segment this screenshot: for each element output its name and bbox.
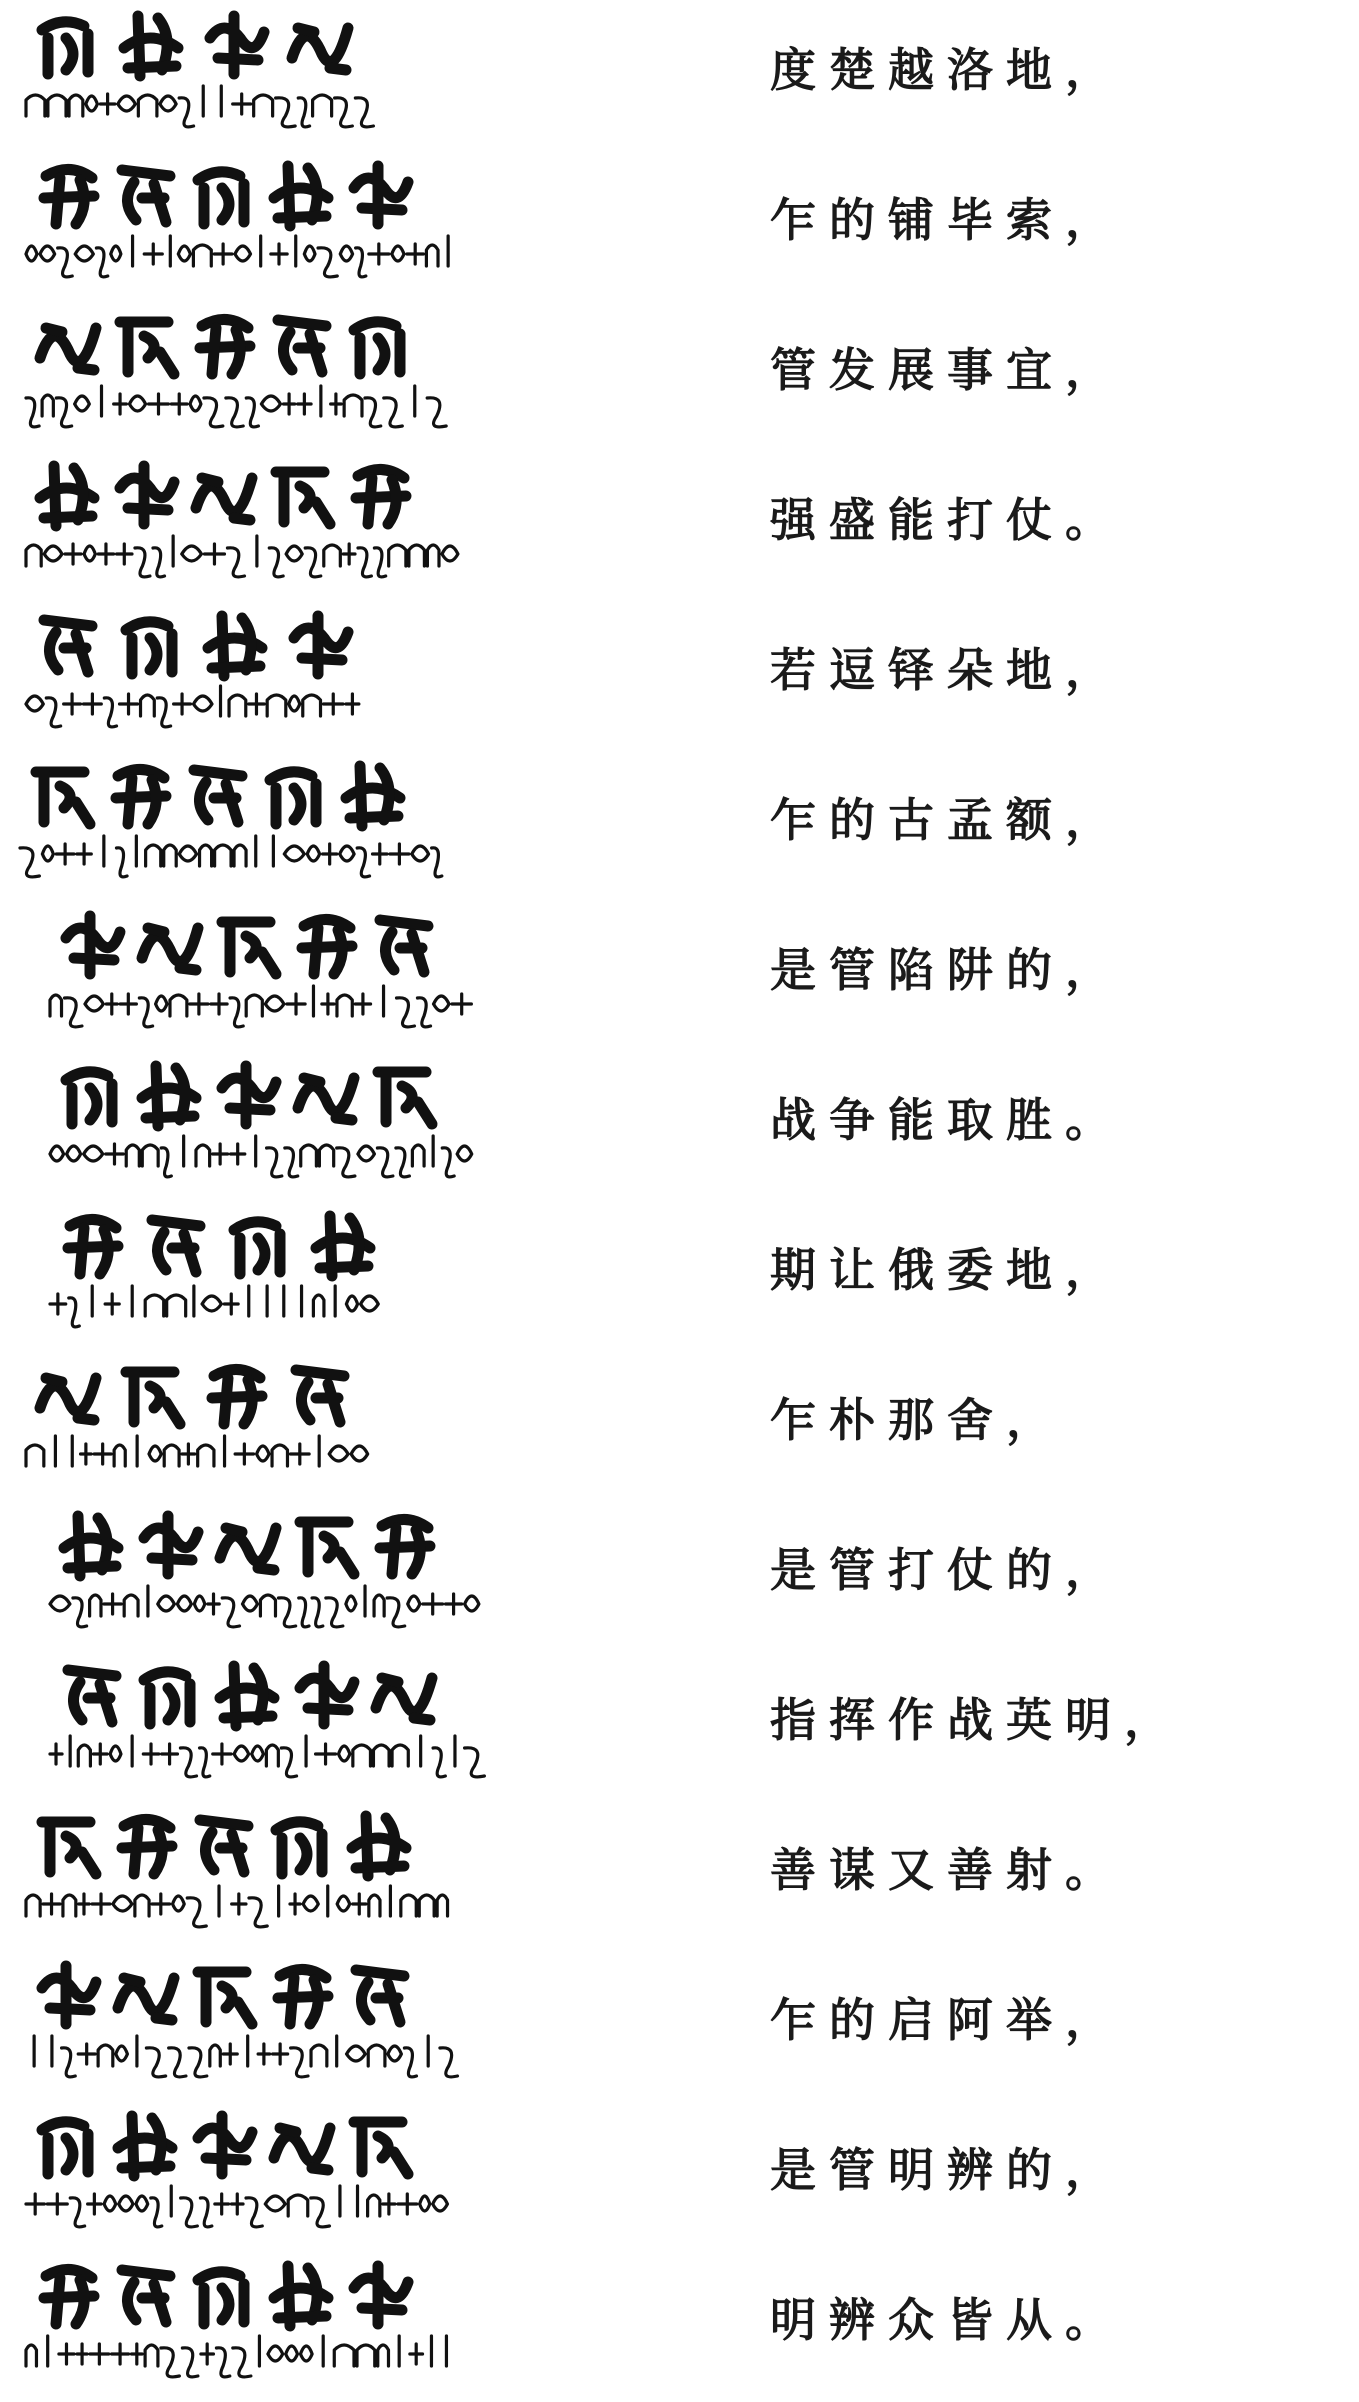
chinese-translation: 期让俄委地， (770, 1243, 1124, 1297)
chinese-translation: 指挥作战英明， (770, 1693, 1183, 1747)
verse-row (0, 1502, 1359, 1652)
script-glyphs-svg (20, 1052, 480, 1202)
verse-row (0, 452, 1359, 602)
script-glyph (44, 2269, 94, 2324)
script-glyph (276, 1822, 322, 1874)
script-glyph (66, 916, 120, 974)
script-glyph (198, 2116, 252, 2174)
script-glyph (120, 466, 174, 524)
phonetic-transcription-line (34, 2036, 457, 2077)
chinese-translation: 管发展事宜， (770, 343, 1124, 397)
handwritten-script-image (20, 1652, 480, 1802)
phonetic-transcription-line (20, 836, 442, 877)
script-glyph (300, 1522, 354, 1574)
script-glyph (274, 166, 328, 226)
script-glyph (142, 928, 198, 970)
script-glyph (118, 1978, 174, 2020)
script-glyph (234, 1222, 280, 1274)
script-glyph (42, 1966, 96, 2024)
script-glyph (354, 322, 400, 374)
chinese-translation: 强盛能打仗。 (770, 493, 1124, 547)
script-glyph (354, 166, 408, 224)
script-glyph (298, 1078, 354, 1120)
script-glyph (294, 616, 348, 674)
handwritten-script-image (20, 452, 480, 602)
script-glyphs-svg (20, 1952, 480, 2102)
script-glyph (270, 772, 316, 824)
script-glyph (220, 1666, 274, 1726)
script-glyph (296, 1370, 344, 1422)
verse-row (0, 1652, 1359, 1802)
script-glyph (302, 919, 352, 974)
script-glyph (222, 922, 276, 974)
script-glyph (40, 466, 94, 526)
script-glyphs-svg (20, 1352, 480, 1502)
script-glyph (198, 172, 244, 224)
script-glyph (278, 1969, 328, 2024)
verse-row (0, 1052, 1359, 1202)
verse-row (0, 752, 1359, 902)
script-glyph (122, 2270, 170, 2322)
chinese-translation: 乍朴那舍， (770, 1393, 1065, 1447)
script-glyphs-svg (20, 2102, 480, 2252)
phonetic-transcription-line (50, 1136, 472, 1177)
script-glyph (356, 469, 406, 524)
verse-row (0, 2252, 1359, 2402)
script-glyph (220, 1528, 276, 1570)
script-glyph (200, 1820, 248, 1872)
script-glyph (380, 920, 428, 972)
script-glyph (316, 1216, 370, 1276)
phonetic-transcription-line (26, 2186, 447, 2227)
script-glyph (352, 1816, 406, 1876)
script-glyphs-svg (20, 902, 480, 1052)
script-glyphs-svg (20, 2252, 480, 2402)
script-glyph (68, 1670, 116, 1722)
script-glyph (68, 1219, 118, 1274)
chinese-translation: 善谋又善射。 (770, 1843, 1124, 1897)
script-glyph (42, 22, 88, 74)
script-glyph (144, 1672, 190, 1724)
script-glyph (142, 1066, 196, 1126)
phonetic-transcription-line (26, 536, 458, 577)
script-glyph (44, 169, 94, 224)
script-glyph (42, 1822, 96, 1874)
script-glyphs-svg (20, 302, 480, 452)
handwritten-script-image (20, 2, 480, 152)
phonetic-transcription-line (50, 1586, 479, 1627)
phonetic-transcription-line (26, 686, 359, 727)
script-glyph (194, 770, 242, 822)
verse-row (0, 2102, 1359, 2252)
chinese-translation: 战争能取胜。 (770, 1093, 1124, 1147)
script-glyphs-svg (20, 2, 480, 152)
handwritten-script-image (20, 302, 480, 452)
phonetic-transcription-line (50, 1736, 484, 1777)
script-glyphs-svg (20, 1652, 480, 1802)
verse-row (0, 1202, 1359, 1352)
script-glyph (354, 2122, 408, 2174)
script-glyph (42, 2122, 88, 2174)
script-glyph (222, 1066, 276, 1124)
script-glyph (152, 1220, 200, 1272)
script-glyph (208, 616, 262, 676)
chinese-translation: 明辨众皆从。 (770, 2293, 1124, 2347)
script-glyphs-svg (20, 452, 480, 602)
script-glyph (300, 1666, 354, 1724)
script-glyph (36, 772, 90, 824)
script-glyph (278, 320, 326, 372)
script-glyph (378, 1072, 432, 1124)
script-glyph (212, 1369, 262, 1424)
script-glyph (356, 1970, 404, 2022)
phonetic-transcription-line (50, 986, 471, 1027)
script-glyphs-svg (20, 1802, 480, 1952)
verse-row (0, 1802, 1359, 1952)
verse-row (0, 302, 1359, 452)
script-glyphs-svg (20, 602, 480, 752)
handwritten-script-image (20, 1502, 480, 1652)
script-glyph (120, 322, 174, 374)
script-glyph (122, 170, 170, 222)
script-glyph (66, 1072, 112, 1124)
script-glyph (276, 472, 330, 524)
handwritten-script-image (20, 1052, 480, 1202)
handwritten-script-image (20, 2102, 480, 2252)
script-glyph (124, 16, 178, 76)
chinese-translation: 乍的启阿举， (770, 1993, 1124, 2047)
handwritten-script-image (20, 1352, 480, 1502)
script-glyph (196, 478, 252, 520)
script-glyphs-svg (20, 1502, 480, 1652)
chinese-translation: 若逗铎朵地， (770, 643, 1124, 697)
verse-row (0, 152, 1359, 302)
script-glyph (126, 1372, 180, 1424)
handwritten-script-image (20, 1952, 480, 2102)
handwritten-script-image (20, 152, 480, 302)
chinese-translation: 是管陷阱的， (770, 943, 1124, 997)
phonetic-transcription-line (26, 236, 448, 277)
script-glyph (380, 1519, 430, 1574)
script-glyphs-svg (20, 1202, 480, 1352)
script-glyph (126, 622, 172, 674)
handwritten-script-image (20, 1202, 480, 1352)
verse-row (0, 902, 1359, 1052)
handwritten-script-image (20, 1802, 480, 1952)
script-glyph (210, 16, 264, 74)
script-glyph (144, 1516, 198, 1574)
script-glyph (44, 620, 92, 672)
phonetic-transcription-line (26, 1436, 368, 1466)
script-glyph (116, 769, 166, 824)
handwritten-script-image (20, 902, 480, 1052)
handwritten-script-image (20, 602, 480, 752)
verse-row (0, 1352, 1359, 1502)
phonetic-transcription-line (26, 386, 446, 427)
verse-row (0, 1952, 1359, 2102)
script-glyph (198, 1972, 252, 2024)
script-glyph (354, 2266, 408, 2324)
phonetic-transcription-line (26, 86, 373, 127)
chinese-translation: 乍的铺毕索， (770, 193, 1124, 247)
script-glyph (376, 1678, 432, 1720)
script-glyph (274, 2266, 328, 2326)
chinese-translation: 是管明辨的， (770, 2143, 1124, 2197)
chinese-translation: 是管打仗的， (770, 1543, 1124, 1597)
script-glyph (346, 766, 400, 826)
script-glyphs-svg (20, 752, 480, 902)
script-glyphs-svg (20, 152, 480, 302)
script-glyph (40, 328, 96, 370)
script-glyph (292, 28, 348, 70)
verse-row (0, 602, 1359, 752)
script-glyph (40, 1378, 96, 1420)
phonetic-transcription-line (50, 1286, 378, 1327)
chinese-translation: 度楚越洛地， (770, 43, 1124, 97)
handwritten-script-image (20, 752, 480, 902)
chinese-translation: 乍的古孟额， (770, 793, 1124, 847)
phonetic-transcription-line (26, 1886, 448, 1927)
script-glyph (198, 2272, 244, 2324)
script-glyph (118, 2116, 172, 2176)
script-glyph (274, 2128, 330, 2170)
script-glyph (200, 319, 250, 374)
script-glyph (122, 1819, 172, 1874)
handwritten-script-image (20, 2252, 480, 2402)
verse-row (0, 2, 1359, 152)
script-glyph (64, 1516, 118, 1576)
phonetic-transcription-line (26, 2336, 446, 2377)
